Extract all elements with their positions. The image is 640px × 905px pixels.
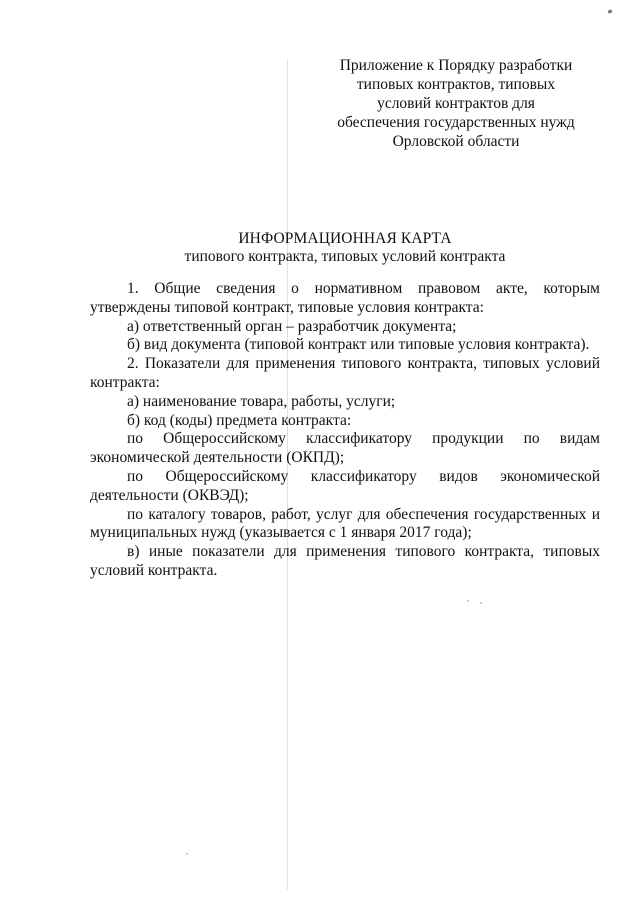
document-body xyxy=(90,280,600,581)
appendix-line: Орловской области xyxy=(392,133,520,150)
paragraph-2b: б) код (коды) предмета контракта: xyxy=(127,411,352,429)
paragraph-1b: б) вид документа (типовой контракт или типовые условия контракта). xyxy=(127,336,590,354)
scan-speck xyxy=(186,853,188,855)
paragraph-1: 1. Общие сведения о нормативном правовом акте, которым утверждены типовой контракт, типовые условия контракта: xyxy=(90,280,600,316)
scan-mark xyxy=(608,9,613,13)
appendix-line: типовых контрактов, типовых xyxy=(356,76,556,93)
appendix-line: обеспечения государственных нужд xyxy=(337,114,575,131)
document-title: ИНФОРМАЦИОННАЯ КАРТА xyxy=(238,230,452,247)
appendix-note xyxy=(330,56,582,151)
appendix-line: условий контрактов для xyxy=(377,95,535,112)
paragraph-1a: а) ответственный орган – разработчик документа; xyxy=(127,317,457,335)
scan-speck xyxy=(480,602,482,604)
appendix-line: Приложение к Порядку разработки xyxy=(339,57,573,74)
paragraph-2a: а) наименование товара, работы, услуги; xyxy=(127,392,396,410)
paragraph-2c: в) иные показатели для применения типового контракта, типовых условий контракта. xyxy=(90,543,600,579)
paragraph-2b-okved: по Общероссийскому классификатору видов экономической деятельности (ОКВЭД); xyxy=(90,467,600,504)
document-subtitle: типового контракта, типовых условий контракта xyxy=(184,248,506,265)
paragraph-2b-okpd: по Общероссийскому классификатору продукции по видам экономической деятельности (ОКПД); xyxy=(90,430,600,467)
scan-speck xyxy=(467,600,469,602)
paragraph-2b-catalog: по каталогу товаров, работ, услуг для обеспечения государственных и муниципальных нужд (указывается с 1 января 2017 года); xyxy=(90,505,600,542)
paragraph-2: 2. Показатели для применения типового контракта, типовых условий контракта: xyxy=(90,355,600,391)
